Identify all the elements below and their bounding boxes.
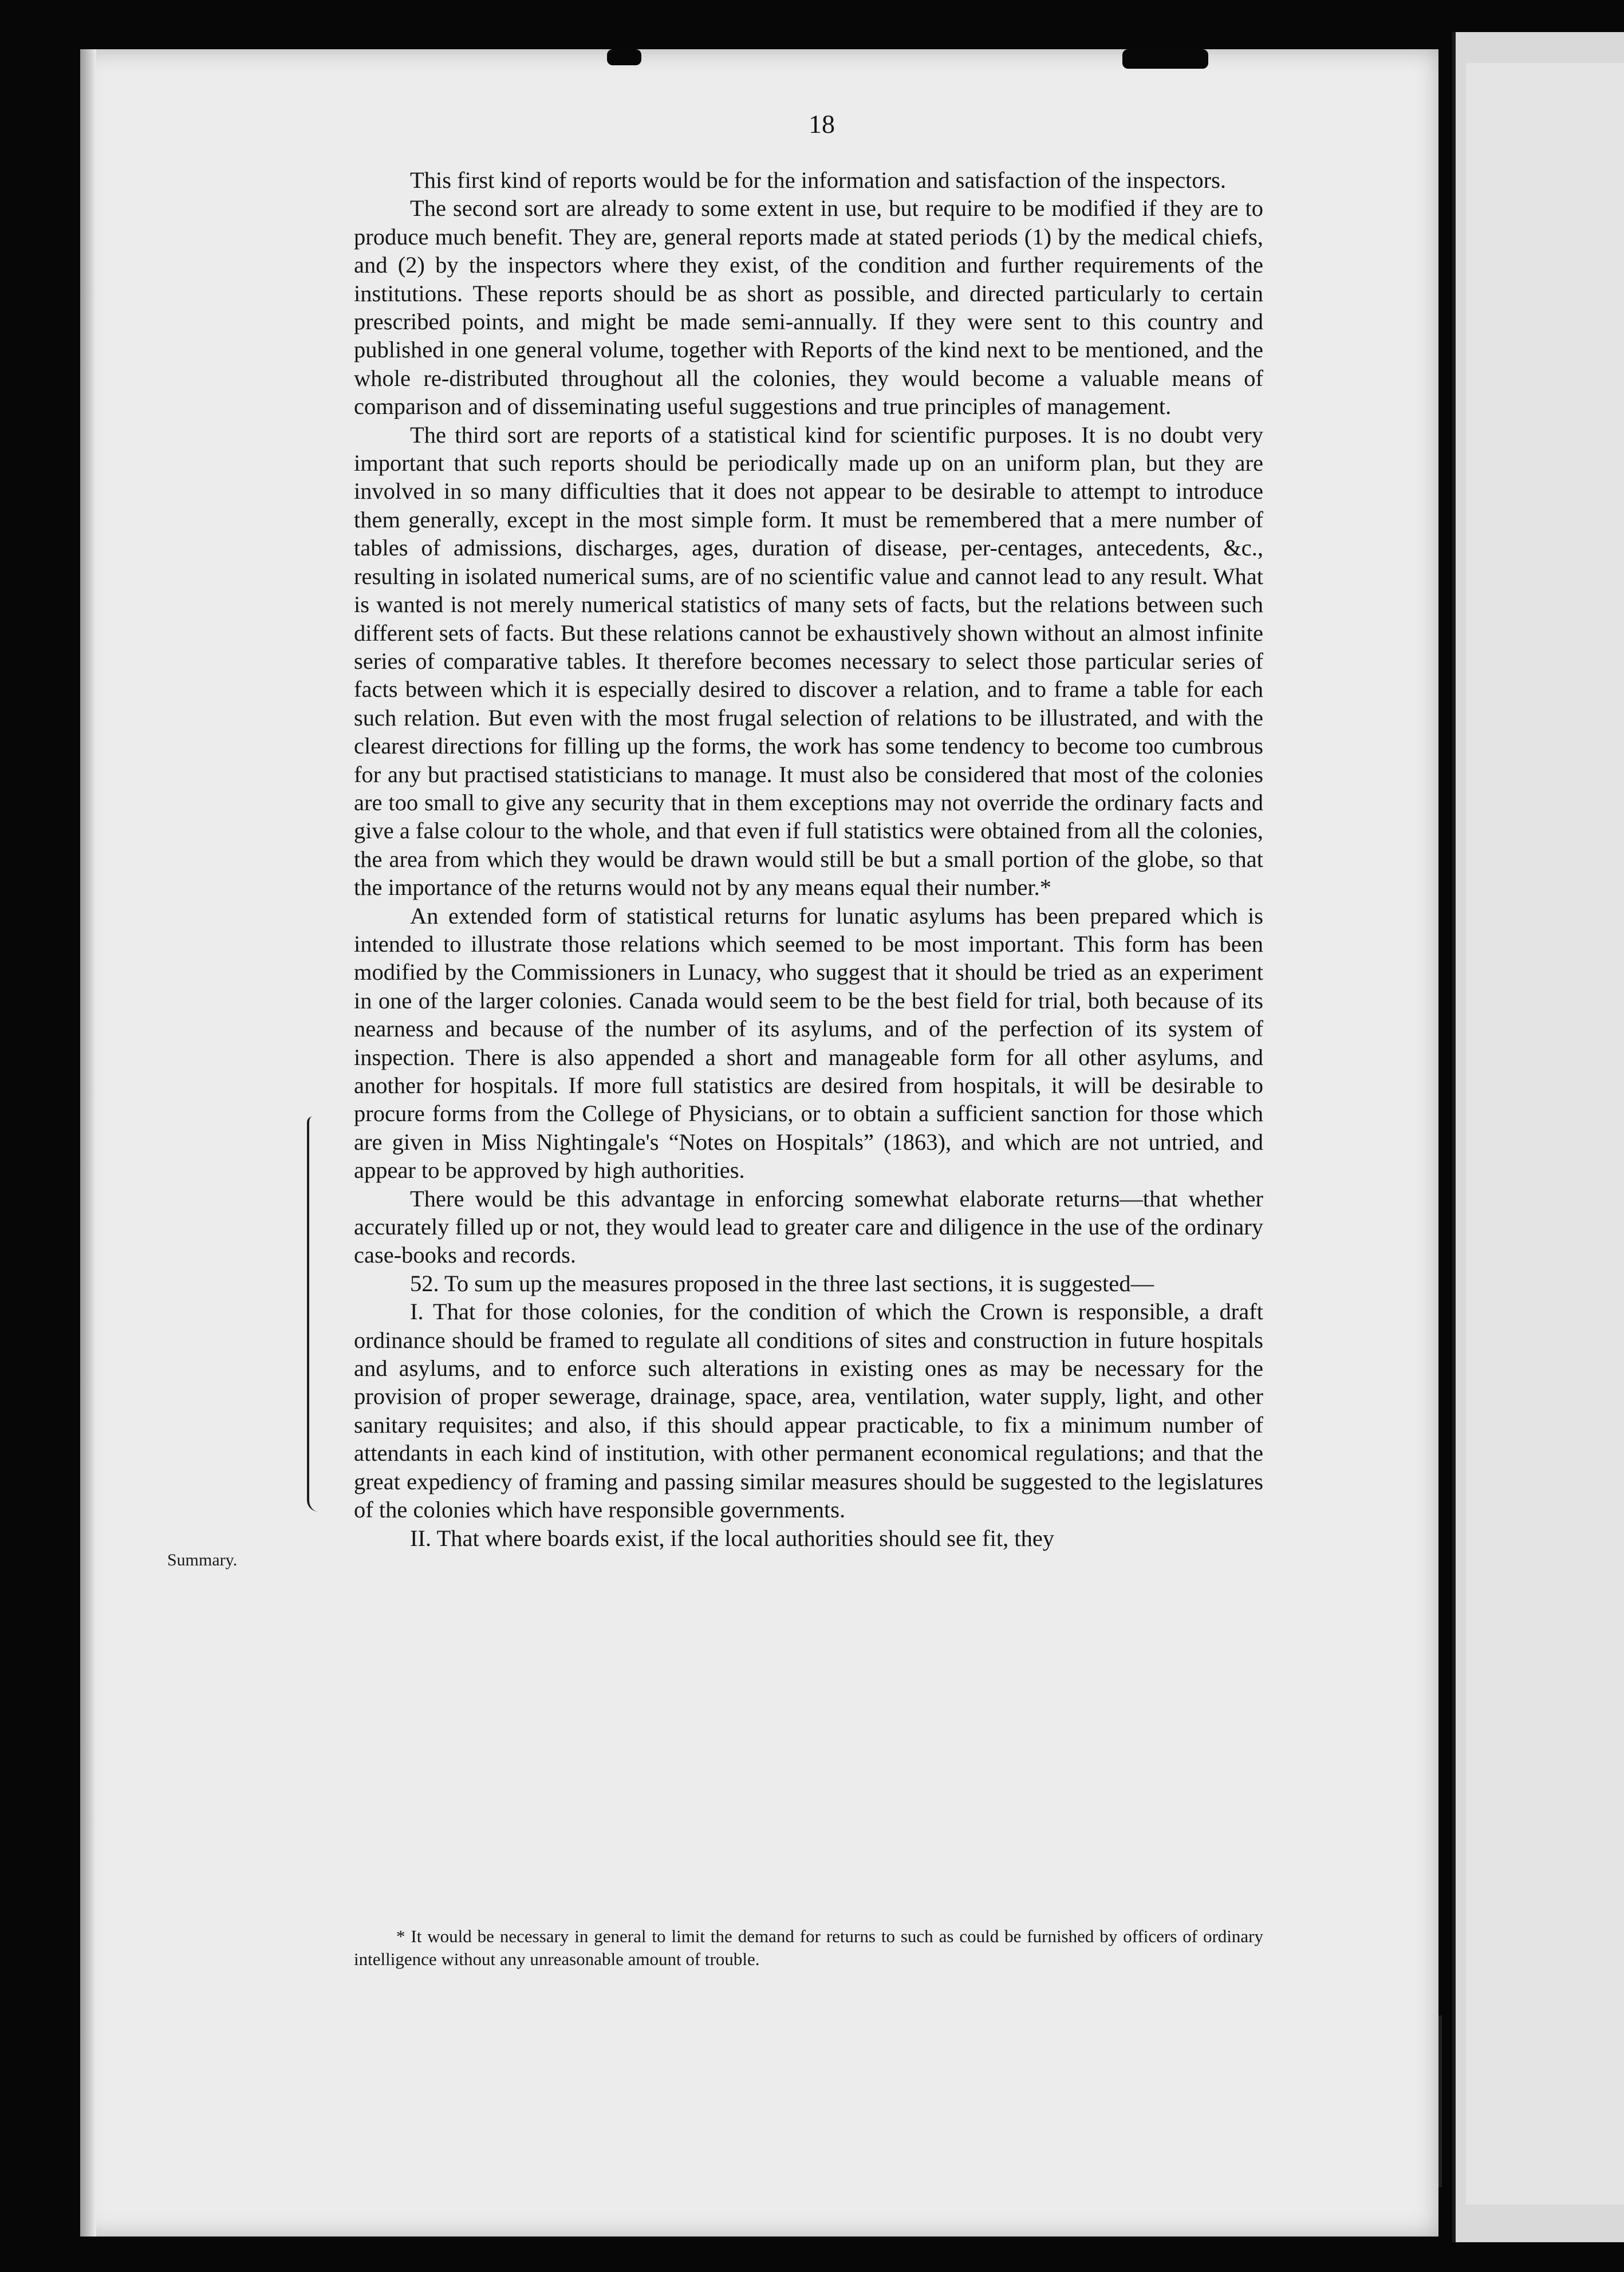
adjacent-page-surface bbox=[1466, 63, 1624, 2204]
page-shadow-edge bbox=[80, 49, 96, 2236]
paragraph: II. That where boards exist, if the local authorities should see fit, they bbox=[410, 1525, 1055, 1551]
paragraph: An extended form of statistical returns for lunatic asylums has been prepared which is intended to illustrate those relations which seemed to be most important. This form has been modified by the Commissioners in Lunacy, who suggest that it should be tried as an experiment in one of the larger colonies. Canada would seem to be the best field for trial, both because of its nearness and because of the number of its asylums, and of the perfection of its system of inspection. There is also appended a short and manageable form for all other asylums, and another for hospitals. If more full statistics are desired from hospitals, it will be desirable to procure forms from the College of Physicians, or to obtain a sufficient sanction for those which are given in Miss Nightingale's “Notes on Hospitals” (1863), and which are not untried, and appear to be approved by high authorities. bbox=[354, 902, 1263, 1184]
paragraph: The third sort are reports of a statistical kind for scientific purposes. It is no doubt very important that such reports should be periodically made up on an uniform plan, but they are involved in so many difficulties that it does not appear to be desirable to attempt to introduce them generally, except in the most simple form. It must be remembered that a mere number of tables of admissions, discharges, ages, duration of disease, per-centages, antecedents, &c., resulting in isolated numerical sums, are of no scientific value and cannot lead to any result. What is wanted is not merely numerical statistics of many sets of facts, but the relations between such different sets of facts. But these relations cannot be exhaustively shown without an almost infinite series of comparative tables. It therefore becomes necessary to select those particular series of facts between which it is especially desired to discover a relation, and to frame a table for each such relation. But even with the most frugal selection of relations to be illustrated, and with the clearest directions for filling up the forms, the work has some tendency to become too cumbrous for any but practised statisticians to manage. It must also be considered that most of the colonies are too small to give any security that in them exceptions may not override the ordinary facts and give a false colour to the whole, and that even if full statistics were obtained from all the colonies, the area from which they would be drawn would still be but a small portion of the globe, so that the importance of the returns would not by any means equal their number.* bbox=[354, 421, 1264, 901]
page-number: 18 bbox=[809, 109, 835, 139]
paragraph: There would be this advantage in enforcing somewhat elaborate returns—that whether accurately filled up or not, they would lead to greater care and diligence in the use of the ordinary case-books and records. bbox=[354, 1185, 1263, 1268]
footnote: * It would be necessary in general to limit the demand for returns to such as could be furnished by officers of ordinary intelligence without any unreasonable amount of trouble. bbox=[354, 1926, 1263, 1969]
paragraph: This first kind of reports would be for the information and satisfaction of the inspectors. bbox=[410, 167, 1227, 193]
body-text bbox=[354, 166, 1263, 1552]
paragraph-section-52: 52. To sum up the measures proposed in the three last sections, it is suggested— bbox=[410, 1270, 1154, 1296]
paragraph: I. That for those colonies, for the condition of which the Crown is responsible, a draft ordinance should be framed to regulate all conditions of sites and construction in future hospitals and asylums, and to enforce such alterations in existing ones as may be necessary for the provision of proper sewerage, drainage, space, area, ventilation, water supply, light, and other sanitary requisites; and also, if this should appear practicable, to fix a minimum number of attendants in each kind of institution, with other permanent economical regulations; and that the great expediency of framing and passing similar measures should be suggested to the legislatures of the colonies which have responsible governments. bbox=[354, 1299, 1263, 1523]
margin-note-summary: Summary. bbox=[167, 1551, 238, 1569]
ink-blot bbox=[1122, 49, 1208, 69]
margin-bracket bbox=[307, 1117, 324, 1512]
ink-blot bbox=[607, 49, 641, 65]
adjacent-page-bracket bbox=[1438, 2015, 1448, 2187]
paragraph: The second sort are already to some extent in use, but require to be modified if they are to produce much benefit. They are, general reports made at stated periods (1) by the medical chiefs, and (2) by the inspectors where they exist, of the condition and further requirements of the institutions. These reports should be as short as possible, and directed particularly to certain prescribed points, and might be made semi-annually. If they were sent to this country and published in one general volume, together with Reports of the kind next to be mentioned, and the whole re-distributed throughout all the colonies, they would become a valuable means of comparison and of disseminating useful suggestions and true principles of management. bbox=[354, 195, 1263, 420]
